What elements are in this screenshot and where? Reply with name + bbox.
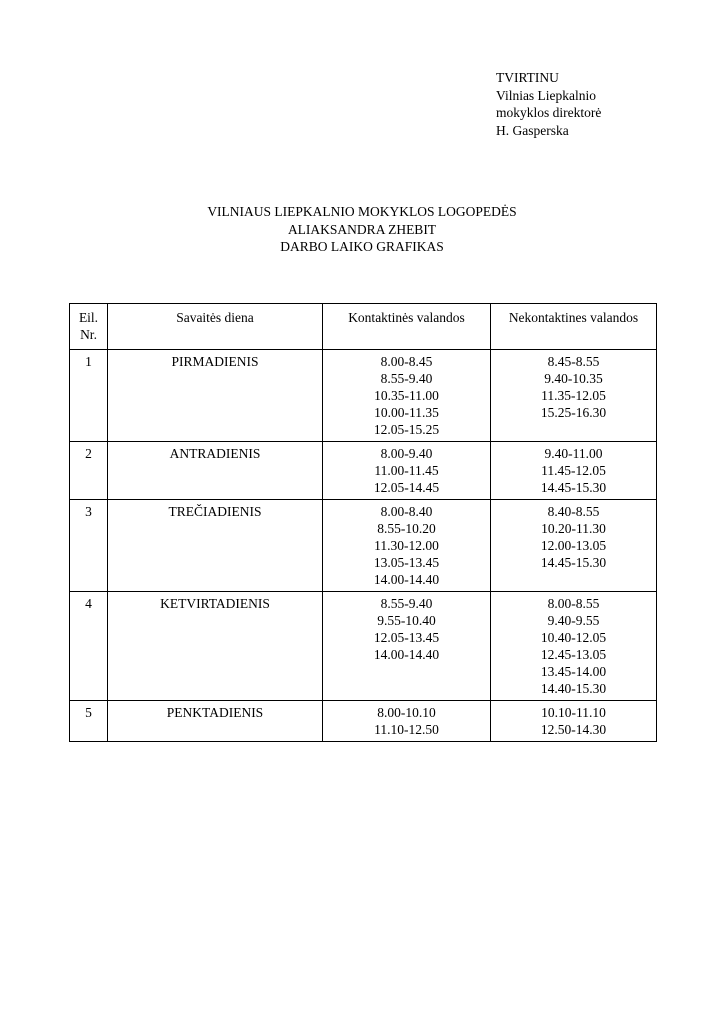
time-slot: 8.55-9.40 — [380, 371, 433, 386]
time-slot: 11.00-11.45 — [374, 463, 439, 478]
noncontact-hours-cell — [491, 500, 657, 592]
document-heading — [0, 203, 724, 256]
time-slot: 10.35-11.00 — [374, 388, 439, 403]
time-slot: 15.25-16.30 — [540, 405, 607, 420]
table-row — [70, 500, 657, 592]
time-slot: 8.55-10.20 — [377, 521, 436, 536]
time-slot: 9.40-9.55 — [547, 613, 600, 628]
header-day: Savaitės diena — [108, 304, 323, 350]
time-slot: 11.10-12.50 — [374, 722, 439, 737]
time-slot: 9.55-10.40 — [377, 613, 436, 628]
time-slot: 12.05-15.25 — [373, 422, 440, 437]
heading-line-name: ALIAKSANDRA ZHEBIT — [287, 221, 437, 237]
heading-line-title: DARBO LAIKO GRAFIKAS — [280, 239, 444, 254]
time-slot: 9.40-10.35 — [544, 371, 603, 386]
weekday-cell: ANTRADIENIS — [108, 442, 323, 500]
time-slot: 10.20-11.30 — [541, 521, 606, 536]
schedule-table — [69, 303, 657, 742]
header-nr — [70, 304, 108, 350]
noncontact-hours-cell — [491, 701, 657, 742]
time-slot: 8.40-8.55 — [547, 504, 600, 519]
time-slot: 8.45-8.55 — [547, 354, 600, 369]
weekday-cell: KETVIRTADIENIS — [108, 592, 323, 701]
row-number: 5 — [70, 701, 108, 742]
table-row — [70, 592, 657, 701]
time-slot: 9.40-11.00 — [544, 446, 603, 461]
header-noncontact-hours: Nekontaktines valandos — [491, 304, 657, 350]
time-slot: 8.00-10.10 — [377, 705, 436, 720]
time-slot: 10.10-11.10 — [541, 705, 606, 720]
approval-position: mokyklos direktorė — [496, 105, 602, 120]
table-row — [70, 701, 657, 742]
approval-block — [496, 69, 601, 139]
weekday-cell: TREČIADIENIS — [108, 500, 323, 592]
header-contact-hours: Kontaktinės valandos — [323, 304, 491, 350]
noncontact-hours-cell — [491, 350, 657, 442]
time-slot: 8.00-8.55 — [547, 596, 600, 611]
approval-signatory: H. Gasperska — [496, 122, 569, 138]
contact-hours-cell — [323, 592, 491, 701]
time-slot: 13.45-14.00 — [540, 664, 607, 679]
contact-hours-cell — [323, 500, 491, 592]
time-slot: 14.00-14.40 — [373, 647, 440, 662]
time-slot: 14.45-15.30 — [540, 555, 607, 570]
header-nr-line1: Eil. — [78, 310, 99, 325]
contact-hours-cell — [323, 350, 491, 442]
time-slot: 12.00-13.05 — [540, 538, 607, 553]
contact-hours-cell — [323, 442, 491, 500]
heading-line-institution: VILNIAUS LIEPKALNIO MOKYKLOS LOGOPEDĖS — [207, 204, 517, 219]
weekday-cell: PIRMADIENIS — [108, 350, 323, 442]
time-slot: 10.00-11.35 — [374, 405, 439, 420]
row-number: 2 — [70, 442, 108, 500]
table-header-row — [70, 304, 657, 350]
row-number: 1 — [70, 350, 108, 442]
schedule-body — [70, 350, 657, 742]
time-slot: 8.00-8.40 — [380, 504, 433, 519]
time-slot: 8.00-9.40 — [380, 446, 433, 461]
time-slot: 10.40-12.05 — [540, 630, 607, 645]
time-slot: 14.00-14.40 — [373, 572, 440, 587]
table-row — [70, 350, 657, 442]
header-nr-line2: Nr. — [80, 327, 97, 342]
time-slot: 8.55-9.40 — [380, 596, 433, 611]
time-slot: 11.35-12.05 — [541, 388, 606, 403]
time-slot: 14.40-15.30 — [540, 681, 607, 696]
time-slot: 14.45-15.30 — [540, 480, 607, 495]
time-slot: 11.30-12.00 — [374, 538, 439, 553]
approval-title: TVIRTINU — [496, 70, 559, 85]
time-slot: 12.50-14.30 — [540, 722, 607, 737]
noncontact-hours-cell — [491, 592, 657, 701]
time-slot: 12.05-14.45 — [373, 480, 440, 495]
contact-hours-cell — [323, 701, 491, 742]
weekday-cell: PENKTADIENIS — [108, 701, 323, 742]
time-slot: 12.45-13.05 — [540, 647, 607, 662]
table-row — [70, 442, 657, 500]
noncontact-hours-cell — [491, 442, 657, 500]
time-slot: 13.05-13.45 — [373, 555, 440, 570]
row-number: 4 — [70, 592, 108, 701]
time-slot: 11.45-12.05 — [541, 463, 606, 478]
row-number: 3 — [70, 500, 108, 592]
time-slot: 8.00-8.45 — [380, 354, 433, 369]
time-slot: 12.05-13.45 — [373, 630, 440, 645]
approval-school: Vilnias Liepkalnio — [496, 87, 597, 103]
